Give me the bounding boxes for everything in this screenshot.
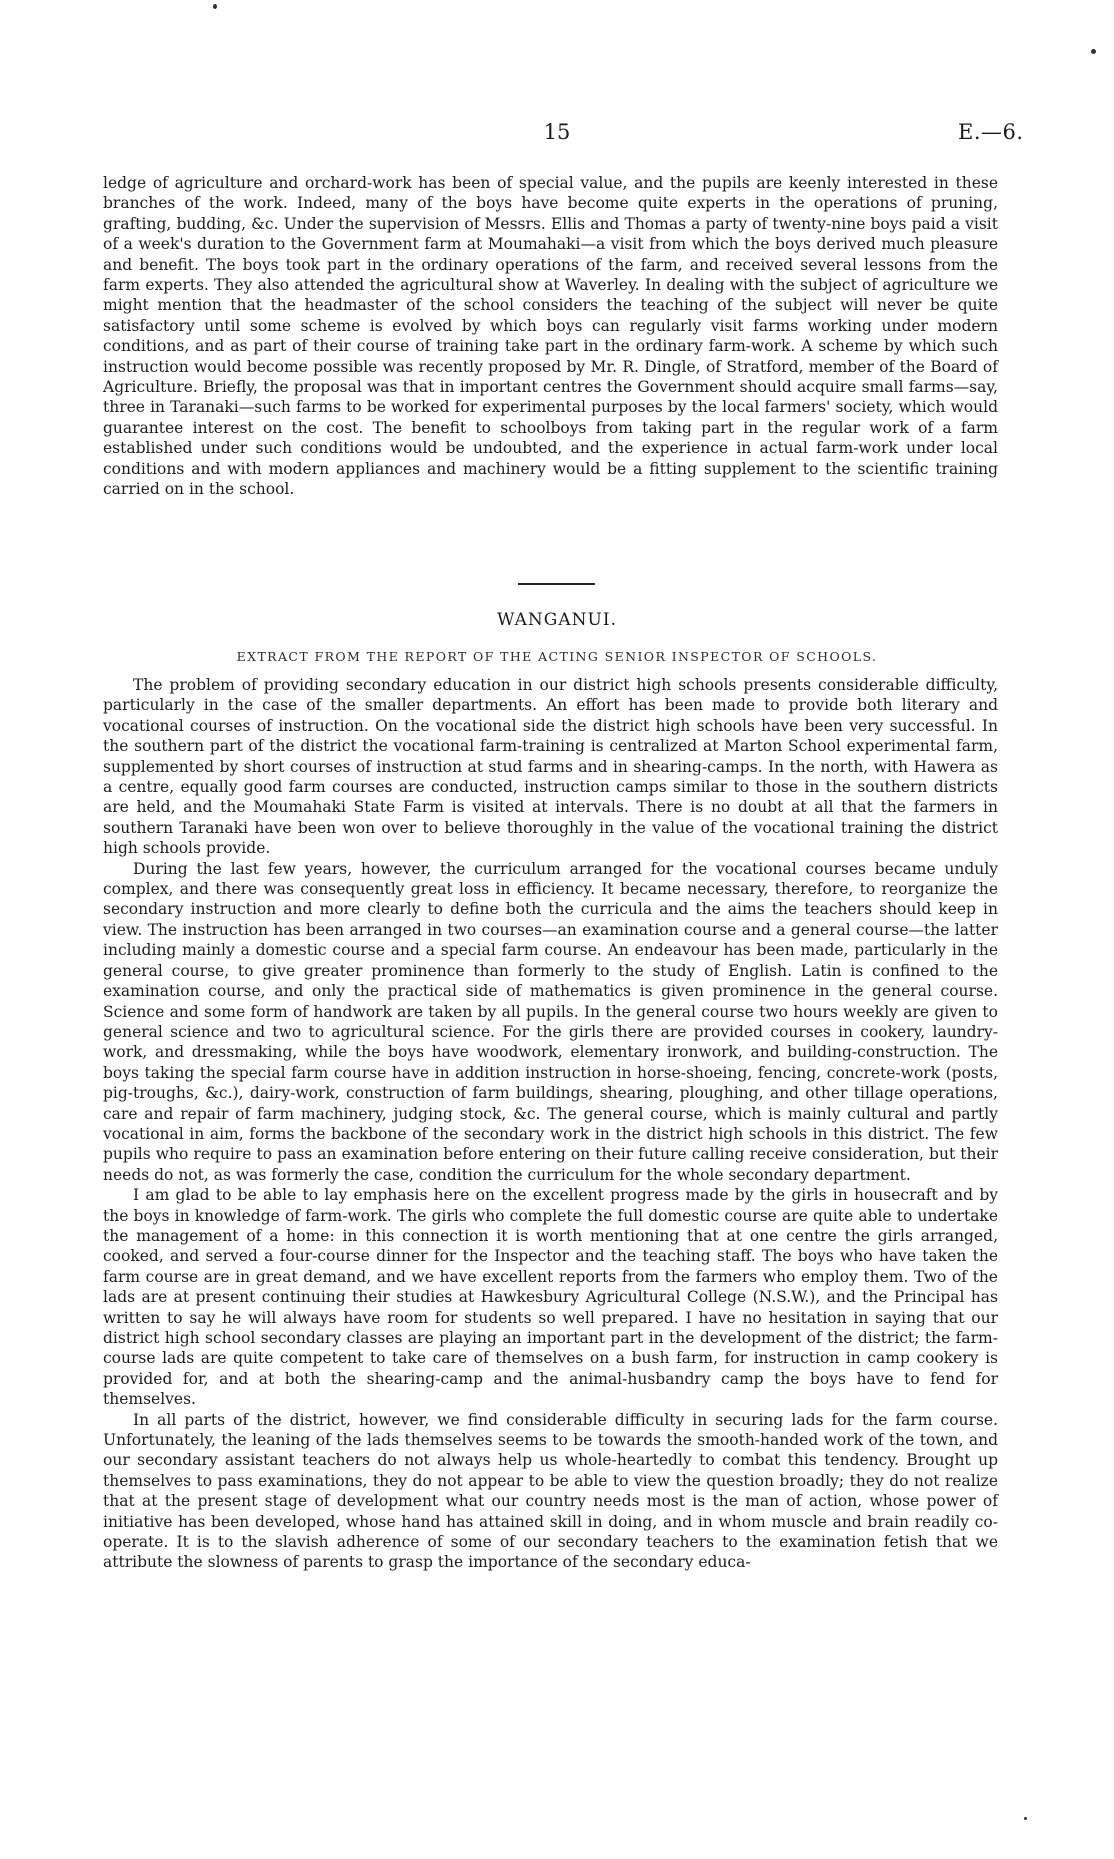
body-paragraph: In all parts of the district, however, we find considerable difficulty in securing lads for the farm course. Unfortunately, the leaning of the lads themselves seems to be towards the smooth-handed work of the town, and our secondary assistant teachers do not always help us whole-heartedly to combat this tendency. Brought up themselves to pass examinations, they do not appear to be able to view the question broadly; they do not realize that at the present stage of development what our country needs most is the man of action, whose power of initiative has been developed, whose hand has attained skill in doing, and in whom muscle and brain readily co-operate. It is to the slavish adherence of some of our secondary teachers to the examination fetish that we attribute the slowness of parents to grasp the importance of the secondary educa-: [103, 1410, 998, 1572]
scan-speck: [1091, 49, 1096, 54]
section-divider: [518, 583, 595, 585]
section-subheading: EXTRACT FROM THE REPORT OF THE ACTING SENIOR INSPECTOR OF SCHOOLS.: [236, 649, 878, 664]
section-body: [103, 675, 998, 1573]
section-heading: WANGANUI.: [497, 610, 617, 630]
body-paragraph: I am glad to be able to lay emphasis here on the excellent progress made by the girls in housecraft and by the boys in knowledge of farm-work. The girls who complete the full domestic course are quite able to undertake the management of a home: in this connection it is worth mentioning that at one centre the girls arranged, cooked, and served a four-course dinner for the Inspector and the teaching staff. The boys who have taken the farm course are in great demand, and we have excellent reports from the farmers who employ them. Two of the lads are at present continuing their studies at Hawkesbury Agricultural College (N.S.W.), and the Principal has written to say he will always have room for students so well prepared. I have no hesitation in saying that our district high school secondary classes are playing an important part in the development of the district; the farm-course lads are quite competent to take care of themselves on a bush farm, for instruction in camp cookery is provided for, and at both the shearing-camp and the animal-husbandry camp the boys have to fend for themselves.: [103, 1186, 998, 1409]
scan-speck: [213, 4, 217, 9]
page-reference: E.—6.: [958, 120, 1024, 144]
body-paragraph: During the last few years, however, the curriculum arranged for the vocational courses became unduly complex, and there was consequently great loss in efficiency. It became necessary, therefore, to reorganize the secondary instruction and more clearly to define both the curricula and the aims the teachers should keep in view. The instruction has been arranged in two courses—an examination course and a general course—the latter including mainly a domestic course and a special farm course. An endeavour has been made, particularly in the general course, to give greater prominence than formerly to the study of English. Latin is confined to the examination course, and only the practical side of mathematics is given prominence in the general course. Science and some form of handwork are taken by all pupils. In the general course two hours weekly are given to general science and two to agricultural science. For the girls there are provided courses in cookery, laundry-work, and dressmaking, while the boys have woodwork, elementary ironwork, and building-construction. The boys taking the special farm course have in addition instruction in horse-shoeing, fencing, concrete-work (posts, pig-troughs, &c.), dairy-work, construction of farm buildings, shearing, ploughing, and other tillage operations, care and repair of farm machinery, judging stock, &c. The general course, which is mainly cultural and partly vocational in aim, forms the backbone of the secondary work in the district high schools in this district. The few pupils who require to pass an examination before entering on their future calling receive consideration, but their needs do not, as was formerly the case, condition the curriculum for the whole secondary department.: [103, 859, 998, 1184]
scan-speck: [1024, 1817, 1027, 1820]
page-number: 15: [543, 120, 571, 144]
body-paragraph: The problem of providing secondary education in our district high schools presents considerable difficulty, particularly in the case of the smaller departments. An effort has been made to provide both literary and vocational courses of instruction. On the vocational side the district high schools have been very successful. In the southern part of the district the vocational farm-training is centralized at Marton School experimental farm, supplemented by short courses of instruction at stud farms and in shearing-camps. In the north, with Hawera as a centre, equally good farm courses are conducted, instruction camps similar to those in the southern districts are held, and the Moumahaki State Farm is visited at intervals. There is no doubt at all that the farmers in southern Taranaki have been won over to believe thoroughly in the value of the vocational training the district high schools provide.: [103, 676, 998, 858]
intro-text: [103, 173, 998, 500]
intro-paragraph: ledge of agriculture and orchard-work has been of special value, and the pupils are keenly interested in these branches of the work. Indeed, many of the boys have become quite experts in the operations of pruning, grafting, budding, &c. Under the supervision of Messrs. Ellis and Thomas a party of twenty-nine boys paid a visit of a week's duration to the Government farm at Moumahaki—a visit from which the boys derived much pleasure and benefit. The boys took part in the ordinary operations of the farm, and received several lessons from the farm experts. They also attended the agricultural show at Waverley. In dealing with the subject of agriculture we might mention that the headmaster of the school considers the teaching of the subject will never be quite satisfactory until some scheme is evolved by which boys can regularly visit farms working under modern conditions, and as part of their course of training take part in the ordinary farm-work. A scheme by which such instruction would become possible was recently proposed by Mr. R. Dingle, of Stratford, member of the Board of Agriculture. Briefly, the proposal was that in important centres the Government should acquire small farms—say, three in Taranaki—such farms to be worked for experimental purposes by the local farmers' society, which would guarantee interest on the cost. The benefit to schoolboys from taking part in the regular work of a farm established under such conditions would be undoubted, and the experience in actual farm-work under local conditions and with modern appliances and machinery would be a fitting supplement to the scientific training carried on in the school.: [103, 174, 998, 499]
